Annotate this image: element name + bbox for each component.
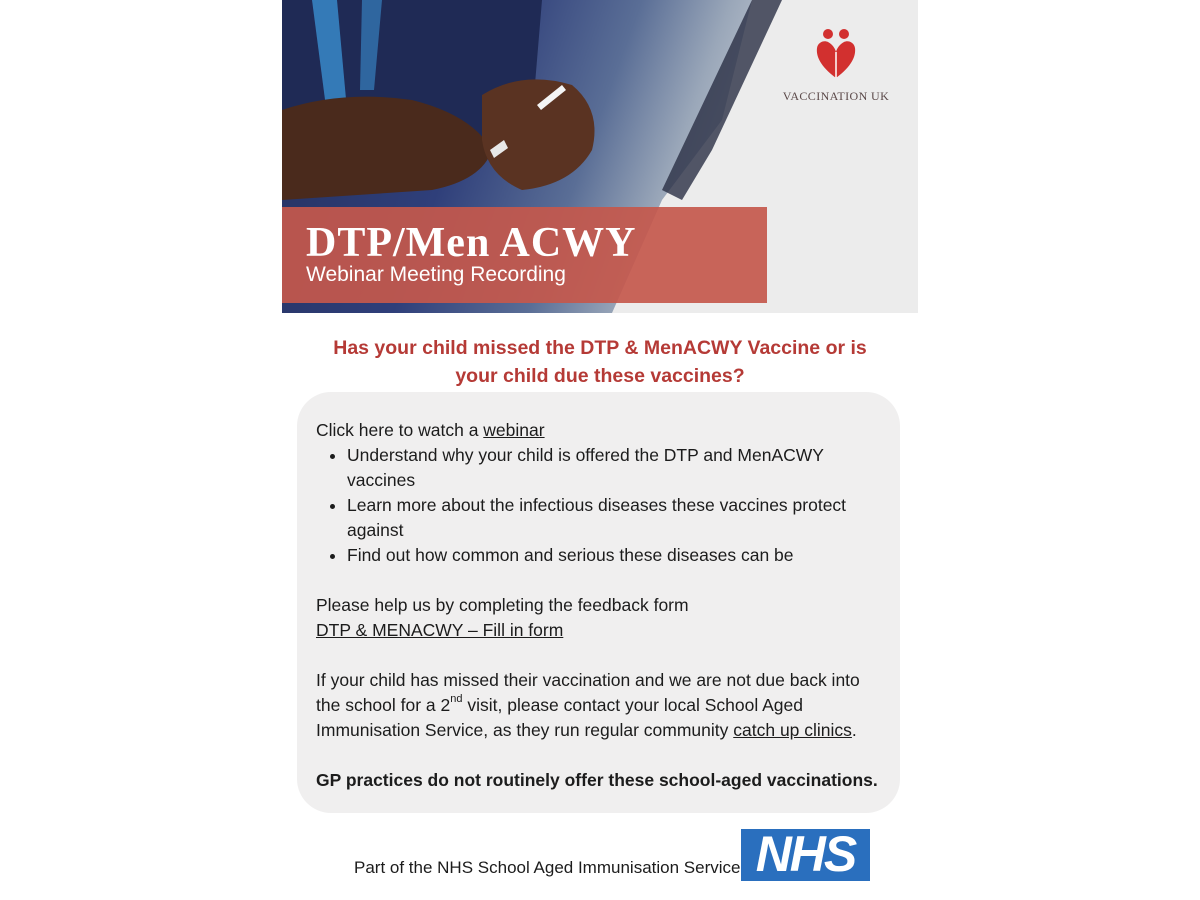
list-item: • Find out how common and serious these diseases can be	[347, 543, 882, 568]
question-line-2: your child due these vaccines?	[455, 365, 745, 387]
feedback-text: Please help us by completing the feedback form	[316, 595, 689, 615]
title-banner	[282, 207, 767, 303]
benefits-list	[316, 443, 882, 568]
feedback-form-link[interactable]: DTP & MENACWY – Fill in form	[316, 620, 564, 640]
missed-text-end: .	[851, 720, 857, 740]
missed-vaccination-text	[316, 668, 882, 743]
question-line-1: Has your child missed the DTP & MenACWY Vaccine or is	[333, 337, 867, 359]
footer-text: Part of the NHS School Aged Immunisation Service	[354, 858, 741, 877]
missed-text-part-1: If your child has missed their vaccination and we are not due back into the school for a 2	[316, 670, 860, 715]
logo-text: VACCINATION UK	[782, 89, 890, 103]
list-item: • Learn more about the infectious diseases these vaccines protect against	[347, 493, 882, 543]
list-item: • Understand why your child is offered the DTP and MenACWY vaccines	[347, 443, 882, 493]
webinar-intro	[316, 418, 882, 443]
page-subtitle: Webinar Meeting Recording	[306, 263, 566, 286]
catch-up-clinics-link[interactable]: catch up clinics	[733, 720, 852, 740]
webinar-link[interactable]: webinar	[483, 420, 545, 440]
heart-people-icon	[814, 28, 858, 80]
missed-text-part-2: visit, please contact your local School Aged Immunisation Service, as they run regular community	[316, 695, 803, 740]
question-heading	[282, 334, 918, 390]
nhs-logo	[741, 826, 870, 882]
webinar-intro-text: Click here to watch a	[316, 420, 484, 440]
nhs-logo-text: NHS	[755, 826, 856, 882]
info-card	[297, 392, 900, 813]
vaccination-uk-logo	[776, 28, 896, 104]
page-title: DTP/Men ACWY	[306, 220, 637, 266]
ordinal-suffix: nd	[450, 693, 463, 706]
gp-note: GP practices do not routinely offer these school-aged vaccinations.	[316, 770, 878, 790]
